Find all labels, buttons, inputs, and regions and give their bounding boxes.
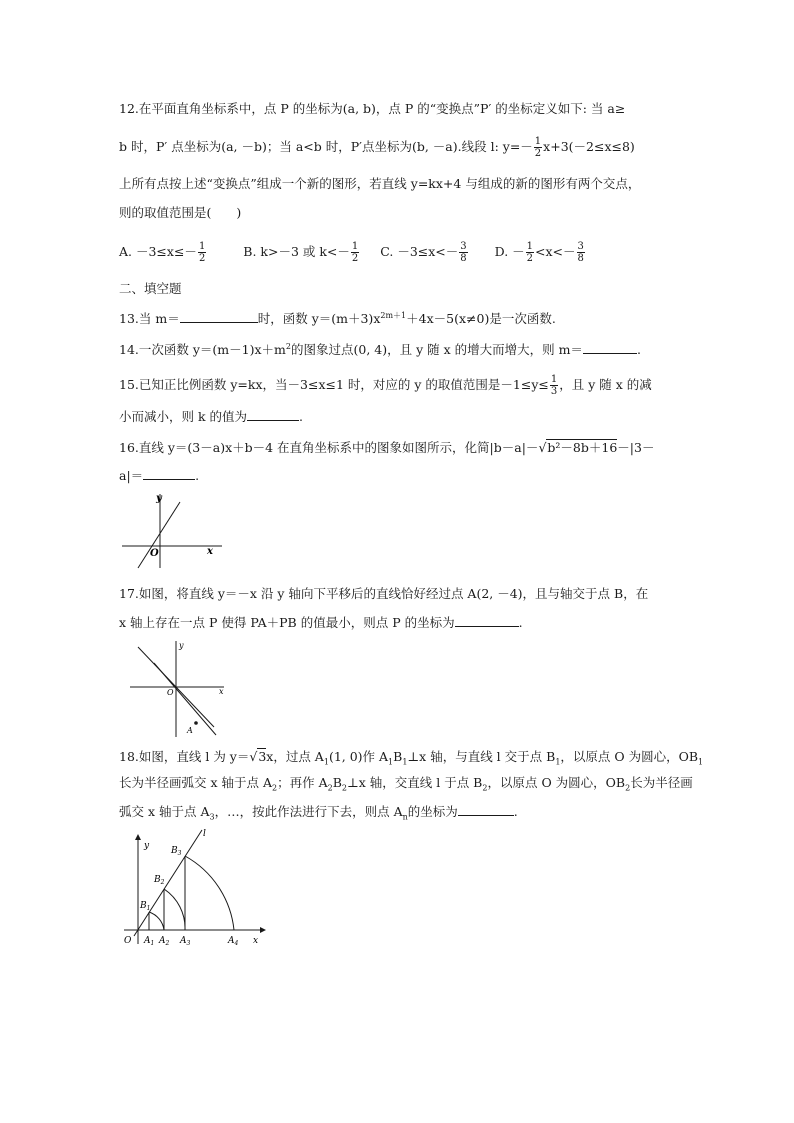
q12-line3 xyxy=(119,174,699,194)
frac-den: 2 xyxy=(198,253,206,264)
q13-text-a: 13.当 m＝ xyxy=(119,311,180,326)
q18-text-2a: 长为半径画弧交 x 轴于点 A xyxy=(119,775,272,790)
q16-text-2a: a|＝ xyxy=(119,468,144,483)
q18-text-2b: ；再作 A xyxy=(277,775,328,790)
q12-line1 xyxy=(119,99,699,119)
q14-text-b: 的图象过点(0, 4)，且 y 随 x 的增大而增大，则 m＝ xyxy=(290,342,583,357)
q18-blank xyxy=(458,802,514,816)
q15-blank xyxy=(247,407,299,421)
q18-text-2e: ，以原点 O 为圆心，OB xyxy=(487,775,626,790)
frac-den: 2 xyxy=(351,253,359,264)
q17-text-1: 17.如图，将直线 y＝－x 沿 y 轴向下平移后的直线恰好经过点 A(2, －4)，且与轴交于点 B，在 xyxy=(119,586,649,601)
origin-label: O xyxy=(124,936,132,946)
graph-line xyxy=(138,502,180,568)
q17-blank xyxy=(455,613,519,627)
q15-line2 xyxy=(119,407,699,427)
x-label: x xyxy=(219,687,224,696)
q15-text-2b: . xyxy=(299,409,304,424)
q18-line2 xyxy=(119,773,699,793)
x-label: x xyxy=(253,936,259,946)
q13-blank xyxy=(180,309,258,323)
frac-num: 3 xyxy=(577,241,584,252)
option-a-frac xyxy=(198,241,206,264)
q12-line4 xyxy=(119,203,699,223)
q12-text-2b: x+3(－2≤x≤8) xyxy=(543,139,635,154)
q12-text-1: 12.在平面直角坐标系中，点 P 的坐标为(a, b)，点 P 的“变换点”P′ 的坐标定义如下: 当 a≥ xyxy=(119,101,626,116)
q13-text-c: ＋4x－5(x≠0)是一次函数. xyxy=(406,311,556,326)
sqrt-sign: √ xyxy=(538,440,547,455)
q18-radicand: 3 xyxy=(258,749,267,764)
arc-3 xyxy=(185,856,234,930)
a3-label: $A_3$ xyxy=(180,936,191,947)
q18-text-1f: ，以原点 O 为圆心，OB xyxy=(560,749,699,764)
arc-1 xyxy=(149,912,164,930)
option-b-text: B. k>－3 或 k<－ xyxy=(243,244,350,259)
option-a xyxy=(119,241,207,264)
q17-line2 xyxy=(119,613,699,633)
q15-text-b: ，且 y 随 x 的减 xyxy=(559,377,652,392)
q18-text-3a: 弧交 x 轴于点 A xyxy=(119,804,210,819)
frac-den: 8 xyxy=(460,253,467,264)
q14-line xyxy=(119,340,699,360)
section-heading xyxy=(119,279,699,299)
subscript: 2 xyxy=(272,783,278,793)
q16-blank xyxy=(143,466,195,480)
q14-blank xyxy=(583,340,637,354)
subscript: n xyxy=(402,812,408,822)
option-c xyxy=(380,241,468,264)
q15-fraction xyxy=(550,374,558,397)
arc-2 xyxy=(164,889,185,930)
option-d-text2: <x<－ xyxy=(535,244,576,259)
q14-text-c: . xyxy=(636,342,641,357)
subscript: 2 xyxy=(341,783,347,793)
q14-exponent: 2 xyxy=(285,341,291,351)
q16-line2 xyxy=(119,466,699,486)
subscript: 1 xyxy=(323,757,329,767)
q17-text-2a: x 轴上存在一点 P 使得 PA＋PB 的值最小，则点 P 的坐标为 xyxy=(119,615,455,630)
q18-text-1b: x，过点 A xyxy=(266,749,324,764)
subscript: 1 xyxy=(555,757,561,767)
frac-den: 2 xyxy=(534,148,542,159)
q18-text-3b: ，…，按此作法进行下去，则点 A xyxy=(214,804,403,819)
a2-label: $A_2$ xyxy=(159,936,170,947)
q13-line xyxy=(119,309,699,329)
y-label: y xyxy=(179,641,184,650)
origin-label: O xyxy=(150,548,159,559)
frac-num: 1 xyxy=(198,241,206,252)
frac-num: 1 xyxy=(526,241,534,252)
q18-text-2c: B xyxy=(332,775,342,790)
q18-text-3d: . xyxy=(513,804,518,819)
option-c-text: C. －3≤x<－ xyxy=(380,244,459,259)
q16-text-a: 16.直线 y＝(3－a)x＋b－4 在直角坐标系中的图象如图所示，化简|b－a|－ xyxy=(119,440,539,455)
frac-num: 3 xyxy=(460,241,467,252)
x-label: x xyxy=(207,546,213,557)
q17-line1 xyxy=(119,584,699,604)
section-title: 二、填空题 xyxy=(119,281,182,296)
x-arrow xyxy=(260,927,266,933)
q12-line2 xyxy=(119,136,699,159)
b3-label: $B_3$ xyxy=(171,846,182,857)
option-a-text: A. －3≤x≤－ xyxy=(119,244,197,259)
b2-label: $B_2$ xyxy=(154,875,165,886)
q12-text-4: 则的取值范围是( ) xyxy=(119,205,242,220)
q18-text-1d: B xyxy=(393,749,403,764)
frac-den: 2 xyxy=(526,253,534,264)
q18-line1 xyxy=(119,747,704,767)
option-d-frac2 xyxy=(577,241,585,264)
option-d xyxy=(494,241,586,264)
q18-text-1a: 18.如图，直线 l 为 y＝ xyxy=(119,749,250,764)
q17-figure xyxy=(128,637,232,745)
q18-line3 xyxy=(119,802,699,822)
option-b xyxy=(243,241,360,264)
subscript: 2 xyxy=(327,783,333,793)
a-label: A xyxy=(187,726,193,735)
b1-label: $B_1$ xyxy=(140,901,151,912)
frac-num: 1 xyxy=(534,136,542,147)
option-c-frac xyxy=(459,241,467,264)
q15-text-2a: 小而减小，则 k 的值为 xyxy=(119,409,248,424)
q16-text-2b: . xyxy=(195,468,200,483)
frac-den: 8 xyxy=(577,253,584,264)
q16-radicand: b²－8b＋16 xyxy=(547,440,618,455)
option-d-text1: D. － xyxy=(494,244,525,259)
subscript: 2 xyxy=(625,783,631,793)
q17-text-2b: . xyxy=(518,615,523,630)
shifted-line xyxy=(154,663,216,735)
y-arrow xyxy=(135,834,141,840)
q13-text-b: 时，函数 y＝(m＋3)x xyxy=(257,311,381,326)
q18-figure xyxy=(118,822,278,952)
q12-options xyxy=(119,241,699,264)
subscript: 1 xyxy=(402,757,408,767)
option-b-frac xyxy=(351,241,359,264)
l-label: l xyxy=(203,829,206,839)
q12-fraction xyxy=(534,136,542,159)
a4-label: $A_4$ xyxy=(228,936,239,947)
q12-text-2a: b 时，P′ 点坐标为(a, －b)；当 a<b 时，P′点坐标为(b, －a).线段 l: y=－ xyxy=(119,139,533,154)
q15-text-a: 15.已知正比例函数 y=kx，当－3≤x≤1 时，对应的 y 的取值范围是－1≤y≤ xyxy=(119,377,549,392)
frac-num: 1 xyxy=(550,374,558,385)
q16-line1 xyxy=(119,438,699,458)
q18-text-2f: 长为半径画 xyxy=(630,775,693,790)
q14-text-a: 14.一次函数 y＝(m－1)x＋m xyxy=(119,342,286,357)
q18-text-1c: (1, 0)作 A xyxy=(328,749,389,764)
y-label: y xyxy=(156,493,162,504)
subscript: 2 xyxy=(482,783,488,793)
frac-den: 3 xyxy=(550,386,558,397)
q18-text-3c: 的坐标为 xyxy=(407,804,458,819)
option-d-frac1 xyxy=(526,241,534,264)
q16-text-b: －|3－ xyxy=(617,440,655,455)
q12-text-3: 上所有点按上述“变换点”组成一个新的图形，若直线 y=kx+4 与组成的新的图形有两个交点， xyxy=(119,176,641,191)
y-label: y xyxy=(144,841,150,851)
subscript: 1 xyxy=(388,757,394,767)
point-a xyxy=(194,721,198,725)
a1-label: $A_1$ xyxy=(144,936,155,947)
q18-text-2d: ⊥x 轴，交直线 l 于点 B xyxy=(346,775,483,790)
q16-figure xyxy=(118,490,228,574)
subscript: 1 xyxy=(698,757,704,767)
q13-exponent: 2m＋1 xyxy=(380,310,407,320)
frac-num: 1 xyxy=(351,241,359,252)
sqrt-sign: √ xyxy=(249,749,258,764)
q18-text-1e: ⊥x 轴，与直线 l 交于点 B xyxy=(407,749,556,764)
q15-line1 xyxy=(119,374,699,397)
subscript: 3 xyxy=(209,812,215,822)
origin-label: O xyxy=(167,688,174,697)
